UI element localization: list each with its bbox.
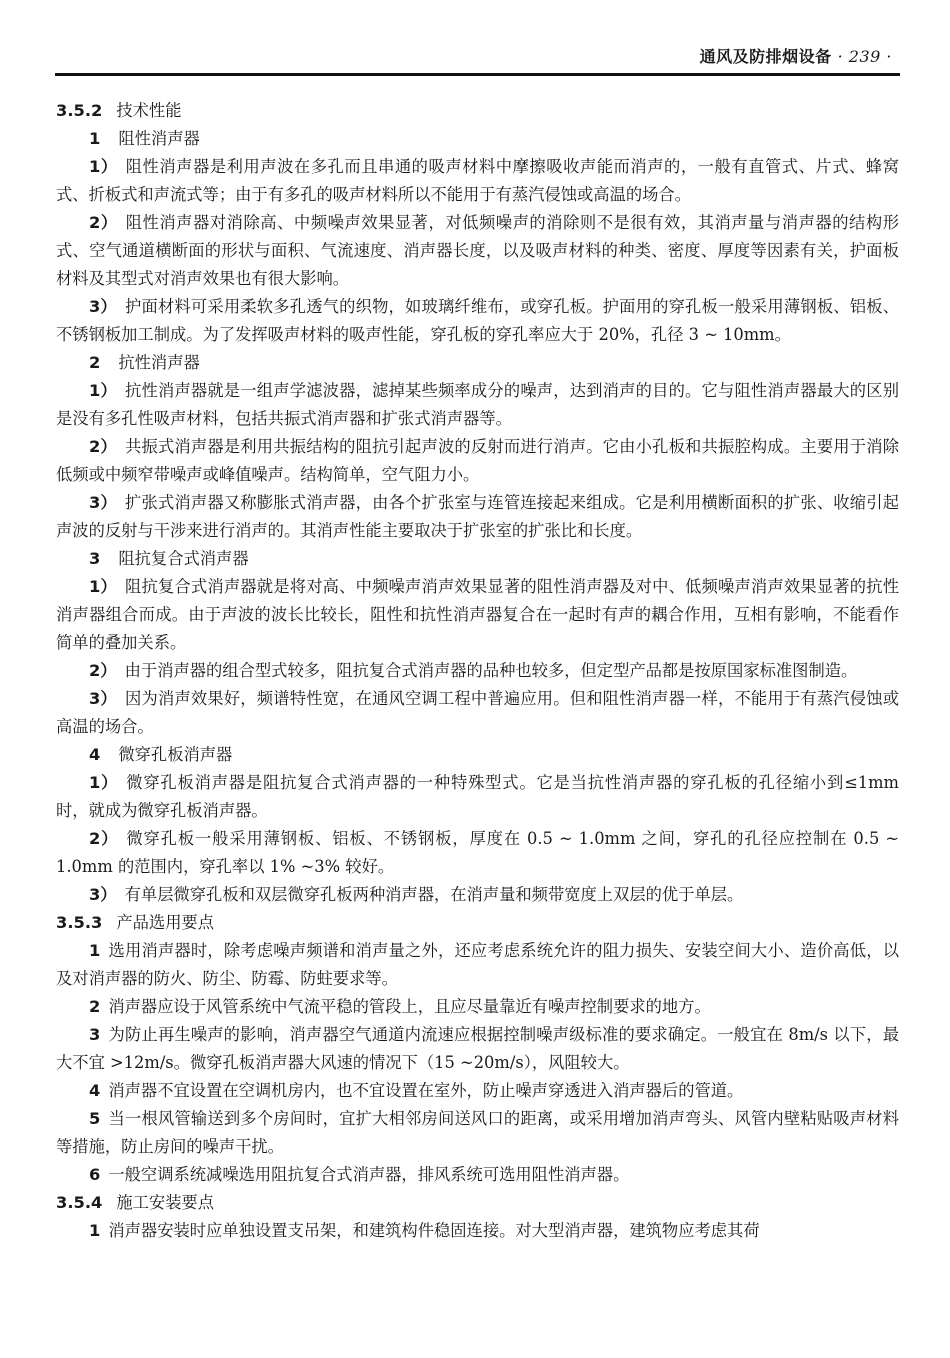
paragraph [56, 685, 899, 741]
item-text: 微穿孔板一般采用薄钢板、铝板、不锈钢板，厚度在 0.5 ~ 1.0mm 之间，穿孔的孔径应控制在 0.5 ~ 1.0mm 的范围内，穿孔率以 1% ~3% 较好。 [56, 829, 899, 876]
page-header [0, 0, 950, 80]
item-text: 产品选用要点 [116, 913, 215, 932]
item-text: 微穿孔板消声器 [118, 745, 233, 764]
subsection-heading [56, 741, 899, 769]
item-number: 2 [89, 997, 101, 1016]
paragraph [56, 657, 899, 685]
paragraph [56, 293, 899, 349]
item-text: 共振式消声器是利用共振结构的阻抗引起声波的反射而进行消声。它由小孔板和共振腔构成。主要用于消除低频或中频窄带噪声或峰值噪声。结构简单，空气阻力小。 [56, 437, 899, 484]
paragraph [56, 1021, 899, 1077]
paragraph [56, 881, 899, 909]
item-number: 3.5.4 [56, 1193, 103, 1212]
item-text: 微穿孔板消声器是阻抗复合式消声器的一种特殊型式。它是当抗性消声器的穿孔板的孔径缩小到≤1mm 时，就成为微穿孔板消声器。 [56, 773, 899, 820]
item-number: 2） [89, 213, 118, 232]
item-number: 3） [89, 297, 117, 316]
paragraph [56, 209, 899, 293]
item-text: 选用消声器时，除考虑噪声频谱和消声量之外，还应考虑系统允许的阻力损失、安装空间大小、造价高低，以及对消声器的防火、防尘、防霉、防蛀要求等。 [56, 941, 899, 988]
item-text: 当一根风管输送到多个房间时，宜扩大相邻房间送风口的距离，或采用增加消声弯头、风管内壁粘贴吸声材料等措施，防止房间的噪声干扰。 [56, 1109, 899, 1156]
item-number: 3 [89, 549, 101, 568]
running-head-title: 通风及防排烟设备 [699, 47, 832, 66]
paragraph [56, 573, 899, 657]
section-heading [56, 97, 899, 125]
item-number: 5 [89, 1109, 101, 1128]
item-number: 3.5.3 [56, 913, 103, 932]
item-text: 阻性消声器对消除高、中频噪声效果显著，对低频噪声的消除则不是很有效，其消声量与消声器的结构形式、空气通道横断面的形状与面积、气流速度、消声器长度，以及吸声材料的种类、密度、厚度等因素有关，护面板材料及其型式对消声效果也有很大影响。 [56, 213, 899, 288]
item-number: 6 [89, 1165, 101, 1184]
item-text: 阻抗复合式消声器就是将对高、中频噪声消声效果显著的阻性消声器及对中、低频噪声消声效果显著的抗性消声器组合而成。由于声波的波长比较长，阻性和抗性消声器复合在一起时有声的耦合作用，互相有影响，不能看作简单的叠加关系。 [56, 577, 899, 652]
item-number: 3 [89, 1025, 101, 1044]
item-text: 阻性消声器是利用声波在多孔而且串通的吸声材料中摩擦吸收声能而消声的，一般有直管式、片式、蜂窝式、折板式和声流式等；由于有多孔的吸声材料所以不能用于有蒸汽侵蚀或高温的场合。 [56, 157, 899, 204]
item-number: 1 [89, 941, 101, 960]
item-text: 因为消声效果好，频谱特性宽，在通风空调工程中普遍应用。但和阻性消声器一样，不能用于有蒸汽侵蚀或高温的场合。 [56, 689, 899, 736]
paragraph [56, 1105, 899, 1161]
item-text: 一般空调系统减噪选用阻抗复合式消声器，排风系统可选用阻性消声器。 [108, 1165, 630, 1184]
item-text: 消声器不宜设置在空调机房内，也不宜设置在室外，防止噪声穿透进入消声器后的管道。 [108, 1081, 744, 1100]
item-number: 1 [89, 1221, 101, 1240]
item-number: 3） [89, 885, 117, 904]
item-number: 3.5.2 [56, 101, 103, 120]
page-body [56, 97, 899, 1245]
item-text: 为防止再生噪声的影响，消声器空气通道内流速应根据控制噪声级标准的要求确定。一般宜在 8m/s 以下，最大不宜 >12m/s。微穿孔板消声器大风速的情况下（15 ~20m/s），风阻较大。 [56, 1025, 899, 1072]
header-rule [55, 73, 900, 76]
paragraph [56, 1217, 899, 1245]
item-text: 抗性消声器 [118, 353, 200, 372]
subsection-heading [56, 125, 899, 153]
item-text: 技术性能 [116, 101, 182, 120]
item-number: 2） [89, 437, 117, 456]
paragraph [56, 433, 899, 489]
subsection-heading [56, 349, 899, 377]
paragraph [56, 993, 899, 1021]
paragraph [56, 825, 899, 881]
item-text: 施工安装要点 [116, 1193, 215, 1212]
paragraph [56, 1161, 899, 1189]
item-number: 1） [89, 381, 117, 400]
page-number: · 239 · [837, 47, 892, 66]
item-number: 1） [89, 773, 119, 792]
item-text: 消声器应设于风管系统中气流平稳的管段上，且应尽量靠近有噪声控制要求的地方。 [108, 997, 711, 1016]
section-heading [56, 909, 899, 937]
item-number: 2） [89, 661, 117, 680]
item-number: 1 [89, 129, 101, 148]
item-number: 1） [89, 157, 118, 176]
item-text: 由于消声器的组合型式较多，阻抗复合式消声器的品种也较多，但定型产品都是按原国家标准图制造。 [124, 661, 858, 680]
section-heading [56, 1189, 899, 1217]
item-text: 护面材料可采用柔软多孔透气的织物，如玻璃纤维布，或穿孔板。护面用的穿孔板一般采用薄钢板、铝板、不锈钢板加工制成。为了发挥吸声材料的吸声性能，穿孔板的穿孔率应大于 20%，孔径 3 ~ 10mm。 [56, 297, 899, 344]
paragraph [56, 489, 899, 545]
item-number: 2） [89, 829, 119, 848]
paragraph [56, 377, 899, 433]
item-number: 3） [89, 493, 117, 512]
item-text: 扩张式消声器又称膨胀式消声器，由各个扩张室与连管连接起来组成。它是利用横断面积的扩张、收缩引起声波的反射与干涉来进行消声的。其消声性能主要取决于扩张室的扩张比和长度。 [56, 493, 899, 540]
item-number: 4 [89, 745, 101, 764]
item-text: 抗性消声器就是一组声学滤波器，滤掉某些频率成分的噪声，达到消声的目的。它与阻性消声器最大的区别是没有多孔性吸声材料，包括共振式消声器和扩张式消声器等。 [56, 381, 899, 428]
item-number: 4 [89, 1081, 101, 1100]
paragraph [56, 1077, 899, 1105]
item-number: 2 [89, 353, 101, 372]
item-text: 阻性消声器 [118, 129, 200, 148]
item-text: 有单层微穿孔板和双层微穿孔板两种消声器，在消声量和频带宽度上双层的优于单层。 [124, 885, 744, 904]
item-number: 1） [89, 577, 117, 596]
paragraph [56, 153, 899, 209]
item-number: 3） [89, 689, 117, 708]
running-head [700, 44, 892, 67]
item-text: 消声器安装时应单独设置支吊架，和建筑构件稳固连接。对大型消声器，建筑物应考虑其荷 [108, 1221, 760, 1240]
paragraph [56, 769, 899, 825]
item-text: 阻抗复合式消声器 [118, 549, 249, 568]
paragraph [56, 937, 899, 993]
subsection-heading [56, 545, 899, 573]
